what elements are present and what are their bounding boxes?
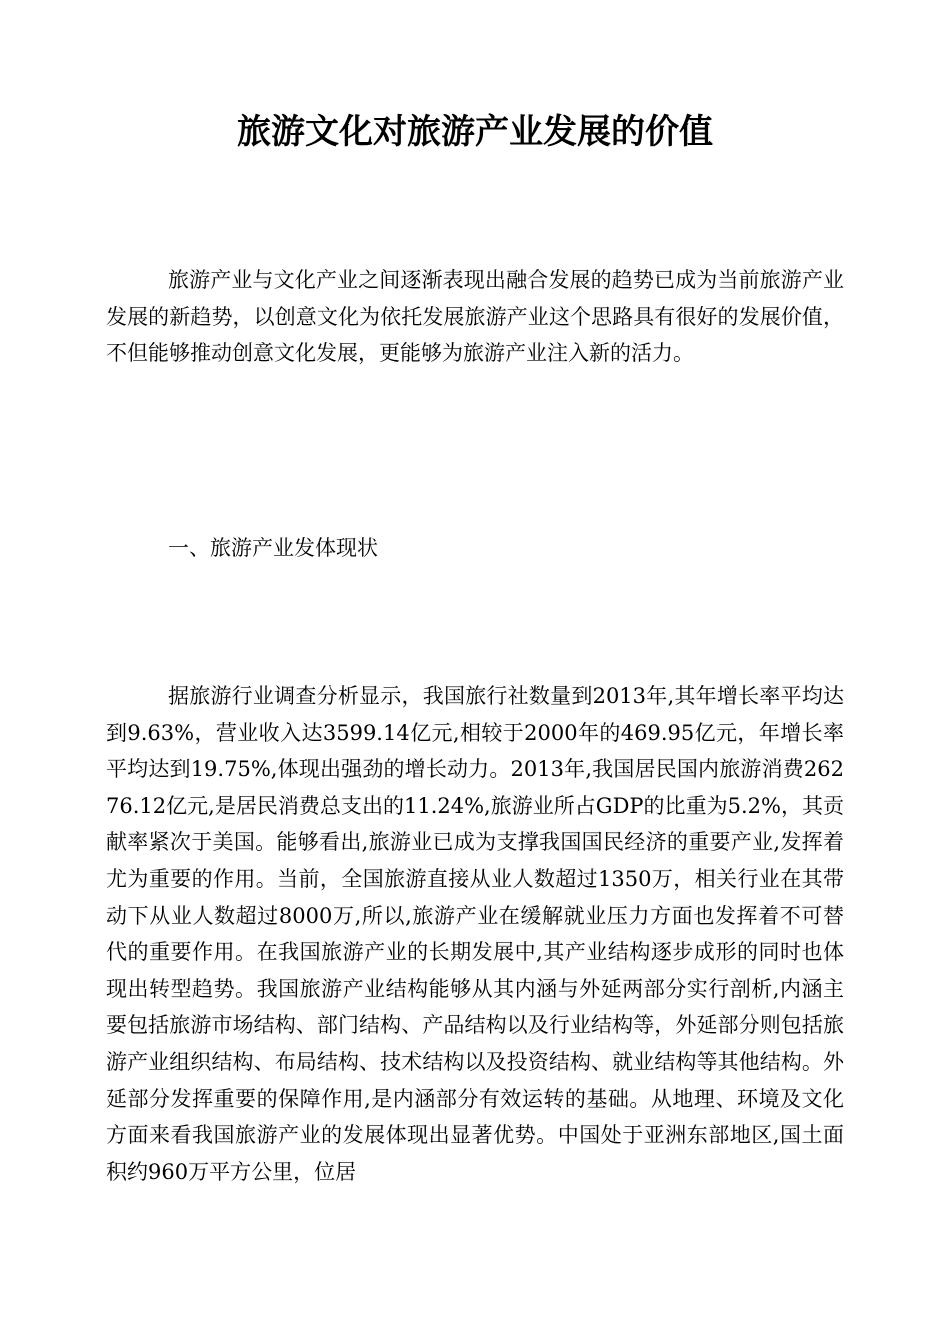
intro-paragraph: 旅游产业与文化产业之间逐渐表现出融合发展的趋势已成为当前旅游产业发展的新趋势，以创意文化为依托发展旅游产业这个思路具有很好的发展价值，不但能够推动创意文化发展，更能够为旅游产业注入新的活力。 xyxy=(106,268,844,366)
section-heading: 一、旅游产业发体现状 xyxy=(168,536,378,560)
document-title: 旅游文化对旅游产业发展的价值 xyxy=(237,112,713,152)
body-paragraph: 据旅游行业调查分析显示，我国旅行社数量到2013年,其年增长率平均达到9.63%，营业收入达3599.14亿元,相较于2000年的469.95亿元，年增长率平均达到19.75%,体现出强劲的增长动力。2013年,我国居民国内旅游消费26276.12亿元,是居民消费总支出的11.24%,旅游业所占GDP的比重为5.2%，其贡献率紧次于美国。能够看出,旅游业已成为支撑我国国民经济的重要产业,发挥着尤为重要的作用。当前，全国旅游直接从业人数超过1350万，相关行业在其带动下从业人数超过8000万,所以,旅游产业在缓解就业压力方面也发挥着不可替代的重要作用。在我国旅游产业的长期发展中,其产业结构逐步成形的同时也体现出转型趋势。我国旅游产业结构能够从其内涵与外延两部分实行剖析,内涵主要包括旅游市场结构、部门结构、产品结构以及行业结构等，外延部分则包括旅游产业组织结构、布局结构、技术结构以及投资结构、就业结构等其他结构。外延部分发挥重要的保障作用,是内涵部分有效运转的基础。从地理、环境及文化方面来看我国旅游产业的发展体现出显著优势。中国处于亚洲东部地区,国土面积约960万平方公里，位居 xyxy=(106,684,844,1184)
